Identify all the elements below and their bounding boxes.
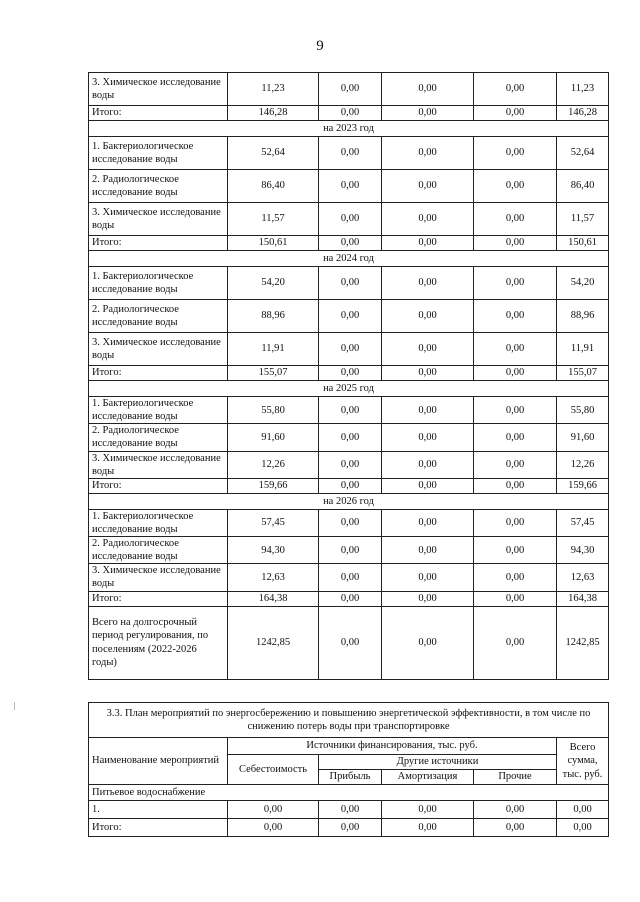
value-cell: 0,00: [319, 397, 382, 424]
value-cell: 12,63: [557, 564, 609, 591]
value-cell: 0,00: [382, 137, 474, 170]
row-name: Итого:: [89, 106, 228, 121]
value-cell: 1242,85: [228, 606, 319, 679]
value-cell: 88,96: [228, 300, 319, 333]
header-profit: Прибыль: [319, 770, 382, 785]
value-cell: 12,26: [557, 451, 609, 478]
value-cell: 0,00: [319, 509, 382, 536]
value-cell: 0,00: [382, 203, 474, 236]
value-cell: 0,00: [319, 267, 382, 300]
value-cell: 0,00: [382, 801, 474, 819]
value-cell: 0,00: [474, 106, 557, 121]
value-cell: 0,00: [474, 236, 557, 251]
value-cell: 146,28: [557, 106, 609, 121]
value-cell: 159,66: [228, 478, 319, 493]
value-cell: 0,00: [382, 819, 474, 837]
value-cell: 94,30: [557, 537, 609, 564]
value-cell: 0,00: [474, 170, 557, 203]
row-name: 3. Химическое исследование воды: [89, 564, 228, 591]
table-row: [89, 801, 609, 819]
value-cell: 0,00: [382, 606, 474, 679]
value-cell: 0,00: [382, 300, 474, 333]
value-cell: 0,00: [319, 591, 382, 606]
value-cell: 11,91: [228, 333, 319, 366]
table-row: [89, 606, 609, 679]
row-name: 1. Бактериологическое исследование воды: [89, 137, 228, 170]
value-cell: 0,00: [382, 478, 474, 493]
value-cell: 12,63: [228, 564, 319, 591]
value-cell: 0,00: [382, 509, 474, 536]
table-row: [89, 73, 609, 106]
row-name: 2. Радиологическое исследование воды: [89, 170, 228, 203]
header-misc: Прочие: [474, 770, 557, 785]
section-drinking-water: Питьевое водоснабжение: [89, 785, 609, 801]
table-row: [89, 170, 609, 203]
year-header-row: [89, 493, 609, 509]
value-cell: 94,30: [228, 537, 319, 564]
table-row: [89, 424, 609, 451]
year-header-row: [89, 381, 609, 397]
value-cell: 0,00: [319, 478, 382, 493]
value-cell: 0,00: [382, 564, 474, 591]
value-cell: 0,00: [474, 424, 557, 451]
value-cell: 91,60: [228, 424, 319, 451]
scan-edge-mark: [14, 702, 15, 710]
value-cell: 86,40: [557, 170, 609, 203]
value-cell: 0,00: [319, 236, 382, 251]
value-cell: 0,00: [319, 366, 382, 381]
value-cell: 0,00: [474, 478, 557, 493]
table-row: [89, 106, 609, 121]
table-row: [89, 333, 609, 366]
value-cell: 0,00: [382, 333, 474, 366]
value-cell: 0,00: [474, 203, 557, 236]
value-cell: 0,00: [319, 203, 382, 236]
table-row: [89, 236, 609, 251]
row-name: Всего на долгосрочный период регулирования, по поселениям (2022-2026 годы): [89, 606, 228, 679]
value-cell: 1242,85: [557, 606, 609, 679]
budget-table-body: [89, 73, 609, 680]
value-cell: 0,00: [319, 819, 382, 837]
value-cell: 0,00: [382, 537, 474, 564]
row-name: Итого:: [89, 478, 228, 493]
value-cell: 0,00: [319, 106, 382, 121]
value-cell: 0,00: [474, 333, 557, 366]
table-row: [89, 203, 609, 236]
value-cell: 0,00: [382, 267, 474, 300]
value-cell: 54,20: [228, 267, 319, 300]
value-cell: 0,00: [474, 819, 557, 837]
table-row: [89, 591, 609, 606]
value-cell: 0,00: [319, 300, 382, 333]
value-cell: 57,45: [557, 509, 609, 536]
value-cell: 146,28: [228, 106, 319, 121]
row-name: 2. Радиологическое исследование воды: [89, 424, 228, 451]
value-cell: 150,61: [557, 236, 609, 251]
year-label: на 2023 год: [89, 121, 609, 137]
value-cell: 0,00: [474, 366, 557, 381]
value-cell: 11,91: [557, 333, 609, 366]
value-cell: 55,80: [228, 397, 319, 424]
value-cell: 86,40: [228, 170, 319, 203]
table-row: [89, 451, 609, 478]
page-number: 9: [316, 38, 324, 54]
table-row: [89, 478, 609, 493]
energy-plan-table: [88, 702, 609, 837]
value-cell: 52,64: [228, 137, 319, 170]
energy-plan-rows: [89, 801, 609, 837]
header-cost: Себестоимость: [228, 755, 319, 785]
value-cell: 0,00: [557, 819, 609, 837]
value-cell: 0,00: [319, 73, 382, 106]
year-label: на 2024 год: [89, 251, 609, 267]
value-cell: 88,96: [557, 300, 609, 333]
year-label: на 2026 год: [89, 493, 609, 509]
value-cell: 54,20: [557, 267, 609, 300]
value-cell: 159,66: [557, 478, 609, 493]
table-row: [89, 366, 609, 381]
header-total-sum: Всего сумма, тыс. руб.: [557, 738, 609, 785]
value-cell: 0,00: [474, 267, 557, 300]
value-cell: 0,00: [319, 606, 382, 679]
value-cell: 0,00: [319, 333, 382, 366]
value-cell: 0,00: [382, 591, 474, 606]
value-cell: 11,57: [557, 203, 609, 236]
value-cell: 0,00: [319, 564, 382, 591]
value-cell: 0,00: [474, 801, 557, 819]
value-cell: 0,00: [474, 564, 557, 591]
value-cell: 0,00: [319, 424, 382, 451]
row-name: Итого:: [89, 819, 228, 837]
header-activity-name: Наименование мероприятий: [89, 738, 228, 785]
value-cell: 164,38: [228, 591, 319, 606]
value-cell: 11,57: [228, 203, 319, 236]
table-row: [89, 537, 609, 564]
value-cell: 0,00: [382, 397, 474, 424]
value-cell: 0,00: [382, 73, 474, 106]
value-cell: 0,00: [474, 591, 557, 606]
row-name: 1. Бактериологическое исследование воды: [89, 509, 228, 536]
row-name: 2. Радиологическое исследование воды: [89, 300, 228, 333]
value-cell: 11,23: [228, 73, 319, 106]
value-cell: 150,61: [228, 236, 319, 251]
value-cell: 0,00: [319, 137, 382, 170]
value-cell: 0,00: [474, 537, 557, 564]
value-cell: 0,00: [474, 451, 557, 478]
value-cell: 0,00: [382, 366, 474, 381]
value-cell: 0,00: [319, 537, 382, 564]
table-row: [89, 819, 609, 837]
value-cell: 55,80: [557, 397, 609, 424]
value-cell: 91,60: [557, 424, 609, 451]
value-cell: 0,00: [319, 801, 382, 819]
row-name: 2. Радиологическое исследование воды: [89, 537, 228, 564]
value-cell: 155,07: [228, 366, 319, 381]
value-cell: 52,64: [557, 137, 609, 170]
value-cell: 0,00: [382, 424, 474, 451]
value-cell: 0,00: [474, 73, 557, 106]
row-name: 3. Химическое исследование воды: [89, 203, 228, 236]
row-name: Итого:: [89, 591, 228, 606]
header-funding-sources: Источники финансирования, тыс. руб.: [228, 738, 557, 755]
value-cell: 12,26: [228, 451, 319, 478]
year-label: на 2025 год: [89, 381, 609, 397]
value-cell: 164,38: [557, 591, 609, 606]
table-row: [89, 397, 609, 424]
row-name: Итого:: [89, 236, 228, 251]
value-cell: 0,00: [474, 137, 557, 170]
year-header-row: [89, 251, 609, 267]
value-cell: 0,00: [319, 451, 382, 478]
row-name: 1. Бактериологическое исследование воды: [89, 397, 228, 424]
header-amortization: Амортизация: [382, 770, 474, 785]
table-row: [89, 300, 609, 333]
row-name: 3. Химическое исследование воды: [89, 333, 228, 366]
year-header-row: [89, 121, 609, 137]
value-cell: 0,00: [474, 606, 557, 679]
table-row: [89, 137, 609, 170]
row-name: 3. Химическое исследование воды: [89, 451, 228, 478]
row-name: Итого:: [89, 366, 228, 381]
value-cell: 0,00: [319, 170, 382, 203]
table-row: [89, 509, 609, 536]
table-caption: 3.3. План мероприятий по энергосбережению и повышению энергетической эффективности, в том числе по снижению потерь воды при транспортировке: [89, 703, 609, 738]
value-cell: 0,00: [557, 801, 609, 819]
value-cell: 0,00: [474, 300, 557, 333]
value-cell: 0,00: [382, 170, 474, 203]
row-name: 1.: [89, 801, 228, 819]
row-name: 1. Бактериологическое исследование воды: [89, 267, 228, 300]
budget-table: [88, 72, 609, 680]
value-cell: 0,00: [382, 451, 474, 478]
row-name: 3. Химическое исследование воды: [89, 73, 228, 106]
table-row: [89, 267, 609, 300]
value-cell: 11,23: [557, 73, 609, 106]
table-row: [89, 564, 609, 591]
value-cell: 0,00: [474, 509, 557, 536]
value-cell: 0,00: [228, 801, 319, 819]
value-cell: 0,00: [382, 106, 474, 121]
value-cell: 155,07: [557, 366, 609, 381]
value-cell: 57,45: [228, 509, 319, 536]
value-cell: 0,00: [474, 397, 557, 424]
header-other-sources: Другие источники: [319, 755, 557, 770]
value-cell: 0,00: [382, 236, 474, 251]
value-cell: 0,00: [228, 819, 319, 837]
